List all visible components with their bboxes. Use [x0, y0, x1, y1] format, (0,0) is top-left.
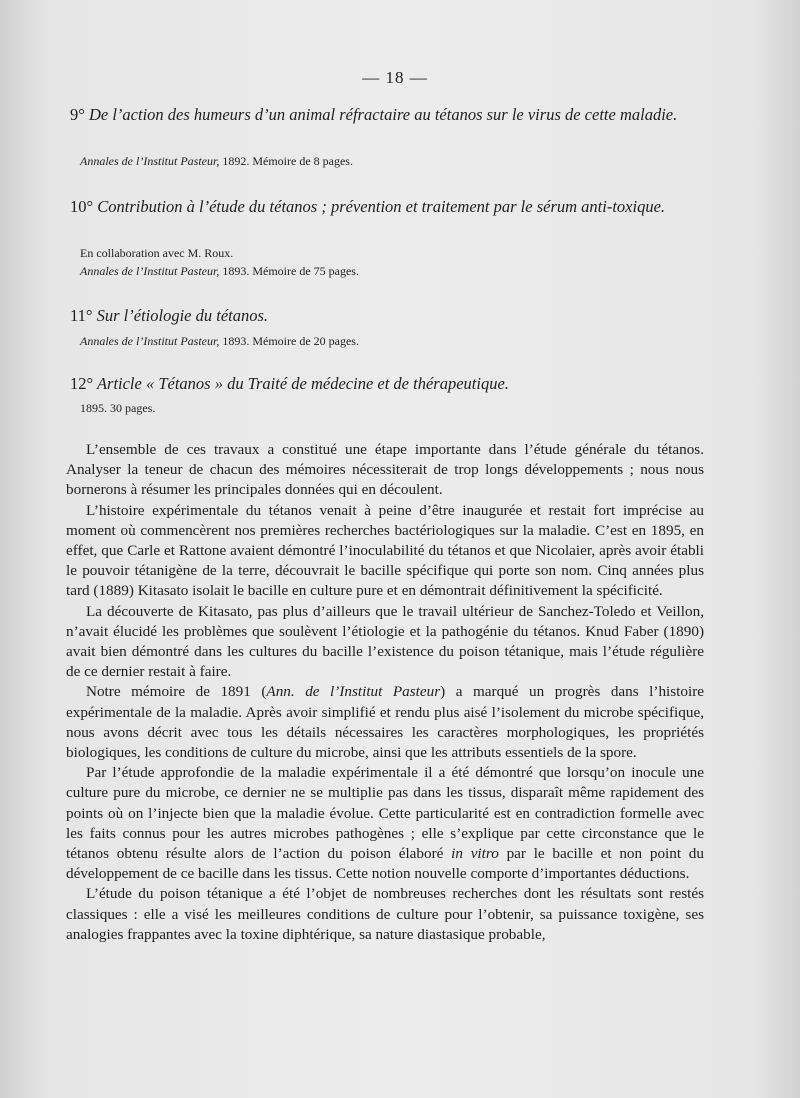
entry-title-text: De l’action des humeurs d’un animal réfractaire au tétanos sur le virus de cette maladie. [88, 105, 678, 124]
page-number: — 18 — [362, 68, 428, 87]
body-text [66, 440, 704, 945]
paragraph-text: ) a marqué un progrès dans l’histoire expérimentale de la maladie. Après avoir simplifié et rendu plus aisé l’isolement du microbe spécifique, nous avons décrit avec tous les détails nécessaires les caractères morphologiques, les propriétés biologiques, les conditions de culture du microbe, ainsi que les attributs essentiels de la spore. [66, 683, 705, 762]
entry-title-10 [70, 196, 715, 217]
entry-meta-line [80, 152, 720, 170]
entry-title-text: Contribution à l’étude du tétanos ; prévention et traitement par le sérum anti-toxique. [97, 197, 666, 216]
paragraph [66, 682, 704, 763]
entry-meta-line [80, 244, 720, 262]
entry-number: 12° [70, 374, 94, 393]
entry-title-9 [70, 104, 715, 125]
entry-title-text: Sur l’étiologie du tétanos. [96, 306, 269, 325]
journal-name: Annales de l’Institut Pasteur, [80, 154, 220, 168]
publication-details: 1895. 30 pages. [80, 401, 156, 415]
collaboration-note: En collaboration avec M. Roux. [80, 246, 234, 260]
entry-number: 11° [70, 306, 93, 325]
entry-meta-11 [80, 332, 720, 350]
paragraph-text: Par l’étude approfondie de la maladie expérimentale il a été démontré que lorsqu’on inocule une culture pure du microbe, ce dernier ne se multiplie pas dans les tissus, disparaît même rapidement des points où on l’injecte bien que la maladie évolue. Cette particularité est en contradiction formelle avec les faits connus pour les autres microbes pathogènes ; elle s’explique par cette circonstance que le tétanos obtenu résulte alors de l’action du poison élaboré [66, 764, 704, 863]
entry-title-text: Article « Tétanos » du Traité de médecine et de thérapeutique. [96, 374, 509, 393]
journal-details: 1893. Mémoire de 20 pages. [219, 334, 359, 348]
journal-details: 1893. Mémoire de 75 pages. [219, 264, 359, 278]
entry-meta-line [80, 262, 720, 280]
journal-reference: Ann. de l’Institut Pasteur [266, 683, 441, 701]
entry-meta-line [80, 399, 720, 417]
entry-meta-10 [80, 244, 720, 280]
journal-name: Annales de l’Institut Pasteur, [80, 334, 220, 348]
entry-meta-12 [80, 399, 720, 417]
entry-number: 9° [70, 105, 85, 124]
paragraph: L’ensemble de ces travaux a constitué une étape importante dans l’étude générale du tétanos. Analyser la teneur de chacun des mémoires nécessiterait de trop longs développements ; nous nous bornerons à résumer les principales données qui en découlent. [66, 441, 704, 499]
paragraph-text: par le bacille et non point du développement de ce bacille dans les tissus. Cette notion nouvelle comporte d’importantes déductions. [66, 845, 704, 883]
paragraph: L’étude du poison tétanique a été l’objet de nombreuses recherches dont les résultats sont restés classiques : elle a visé les meilleures conditions de culture pour l’obtenir, sa puissance toxigène, ses analogies frappantes avec la toxine diphtérique, sa nature diastasique probable, [66, 885, 704, 943]
entry-meta-line [80, 332, 720, 350]
entry-number: 10° [70, 197, 94, 216]
entry-title-11 [70, 305, 715, 326]
paragraph [66, 763, 704, 884]
entry-meta-9 [80, 152, 720, 170]
paragraph-text: Notre mémoire de 1891 ( [86, 683, 267, 701]
journal-name: Annales de l’Institut Pasteur, [80, 264, 220, 278]
entry-title-12 [70, 373, 715, 394]
paragraph: La découverte de Kitasato, pas plus d’ailleurs que le travail ultérieur de Sanchez-Toledo et Veillon, n’avait élucidé les problèmes que soulèvent l’étiologie et la pathogénie du tétanos. Knud Faber (1890) avait bien démontré dans les cultures du bacille l’existence du poison tétanique, mais l’étude régulière de ce dernier restait à faire. [66, 602, 704, 681]
paragraph: L’histoire expérimentale du tétanos venait à peine d’être inaugurée et restait fort imprécise au moment où commencèrent nos premières recherches bactériologiques sur la maladie. C’est en 1895, en effet, que Carle et Rattone avaient démontré l’inoculabilité du tétanos et que Nicolaier, après avoir établi le pouvoir tétanigène de la terre, découvrait le bacille spécifique qui porte son nom. Cinq années plus tard (1889) Kitasato isolait le bacille en culture pure et en démontrait définitivement la spécificité. [66, 501, 704, 600]
journal-details: 1892. Mémoire de 8 pages. [219, 154, 353, 168]
latin-term: in vitro [451, 845, 499, 863]
